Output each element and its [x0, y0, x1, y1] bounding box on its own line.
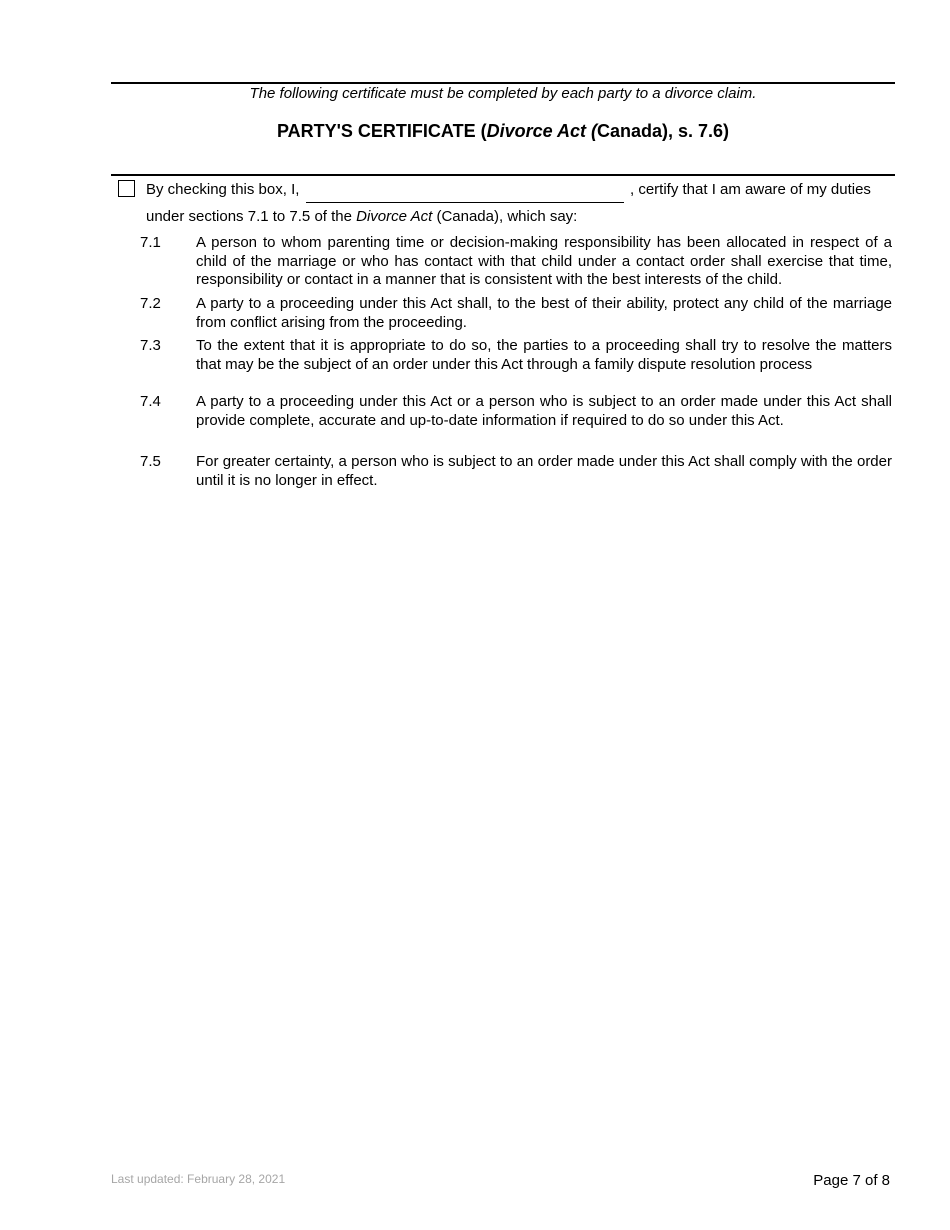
- certify-text-before: By checking this box, I,: [146, 181, 300, 198]
- section-text: For greater certainty, a person who is subject to an order made under this Act shall comply with the order until it is no longer in effect.: [196, 453, 892, 489]
- section-text: A party to a proceeding under this Act or a person who is subject to an order made under this Act shall provide complete, accurate and up-to-date information if required to do so under this Act.: [196, 393, 892, 429]
- last-updated: Last updated: February 28, 2021: [111, 1172, 286, 1186]
- certificate-intro: The following certificate must be completed by each party to a divorce claim.: [249, 85, 757, 102]
- party-name-field[interactable]: [306, 180, 624, 203]
- section-number: 7.1: [140, 234, 161, 251]
- duties-intro: under sections 7.1 to 7.5 of the Divorce Act (Canada), which say:: [146, 208, 578, 225]
- section-rule: [111, 174, 895, 176]
- certify-line: [118, 180, 895, 202]
- section-number: 7.2: [140, 295, 161, 312]
- section-text: A person to whom parenting time or decision-making responsibility has been allocated in respect of a child of the marriage or who has contact with that child under a contact order shall exercise that time, responsibility or contact in a manner that is consistent with the best interests of the child.: [196, 234, 892, 288]
- section-number: 7.3: [140, 337, 161, 354]
- page-number: Page 7 of 8: [813, 1172, 890, 1189]
- top-rule: [111, 82, 895, 84]
- certify-text-after: , certify that I am aware of my duties: [630, 181, 871, 198]
- certify-checkbox[interactable]: [118, 180, 135, 197]
- section-text: A party to a proceeding under this Act shall, to the best of their ability, protect any child of the marriage from conflict arising from the proceeding.: [196, 295, 892, 331]
- page-title: PARTY'S CERTIFICATE (Divorce Act (Canada), s. 7.6): [276, 121, 730, 141]
- section-number: 7.5: [140, 453, 161, 470]
- section-number: 7.4: [140, 393, 161, 410]
- section-text: To the extent that it is appropriate to do so, the parties to a proceeding shall try to resolve the matters that may be the subject of an order under this Act through a family dispute resolution process: [196, 337, 892, 373]
